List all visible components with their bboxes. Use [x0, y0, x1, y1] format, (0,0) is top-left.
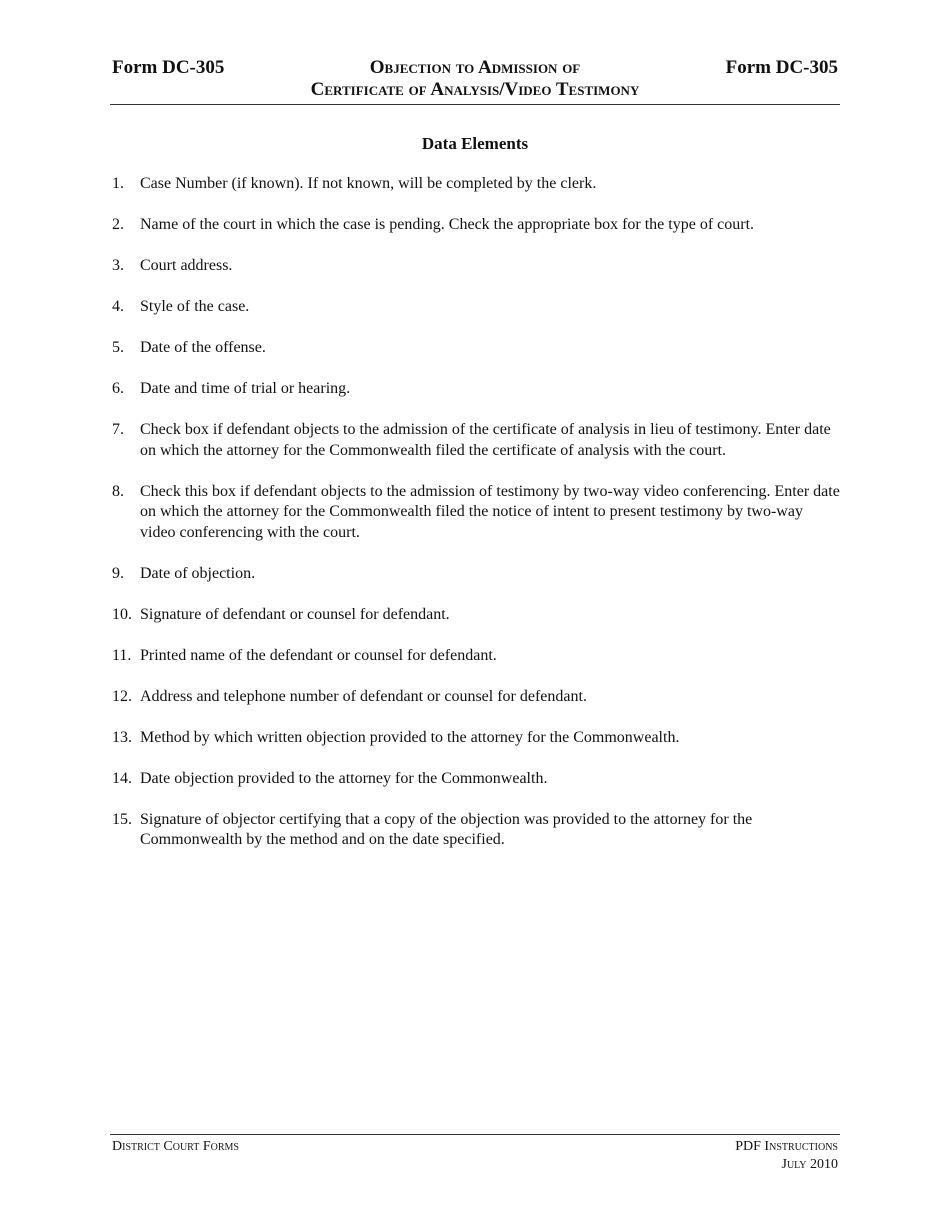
item-number: 5. — [112, 339, 124, 356]
form-number-right: Form DC-305 — [725, 57, 838, 78]
item-text: Date and time of trial or hearing. — [140, 380, 351, 397]
list-item — [110, 564, 840, 585]
item-text: Date objection provided to the attorney for the Commonwealth. — [140, 769, 548, 787]
list-item — [110, 687, 840, 708]
item-number: 10. — [112, 605, 132, 623]
item-number: 3. — [112, 257, 124, 274]
list-item — [110, 646, 840, 667]
form-title-line-1: Objection to Admission of — [369, 57, 581, 78]
item-text: Address and telephone number of defendant or counsel for defendant. — [140, 687, 587, 705]
footer-right-line-1: PDF Instructions — [735, 1139, 838, 1154]
item-number: 9. — [112, 564, 124, 582]
item-text: Court address. — [140, 257, 233, 274]
list-item — [110, 728, 840, 749]
item-number: 13. — [112, 728, 132, 746]
item-number: 14. — [112, 769, 132, 787]
list-item — [110, 297, 840, 318]
item-text: Method by which written objection provided to the attorney for the Commonwealth. — [140, 728, 680, 746]
item-text: Date of objection. — [140, 564, 256, 582]
item-text: Date of the offense. — [140, 339, 266, 356]
list-item — [110, 769, 840, 790]
form-number-left: Form DC-305 — [112, 57, 225, 78]
list-item — [110, 810, 840, 851]
item-number: 15. — [112, 810, 132, 828]
item-text: Style of the case. — [140, 298, 250, 315]
footer-left-text: District Court Forms — [112, 1139, 239, 1154]
list-item — [110, 174, 840, 195]
list-item — [110, 605, 840, 626]
item-number: 8. — [112, 482, 124, 500]
list-item — [110, 338, 840, 359]
section-title: Data Elements — [421, 134, 529, 153]
item-text: Signature of objector certifying that a copy of the objection was provided to the attorney for the Commonwealth by the method and on the date specified. — [140, 810, 753, 848]
item-number: 4. — [112, 298, 124, 315]
item-text: Case Number (if known). If not known, will be completed by the clerk. — [140, 175, 597, 192]
footer-right-line-2: July 2010 — [781, 1157, 838, 1172]
item-text: Printed name of the defendant or counsel for defendant. — [140, 646, 497, 664]
form-title-line-2: Certificate of Analysis/Video Testimony — [310, 79, 640, 100]
page-header — [110, 56, 840, 105]
page-footer — [110, 1134, 840, 1172]
item-text: Check this box if defendant objects to the admission of testimony by two-way video conferencing. Enter date on which the attorney for the Commonwealth filed the notice of intent to present testimony by two-way video conferencing with the court. — [140, 482, 840, 541]
list-item — [110, 256, 840, 277]
item-text: Name of the court in which the case is pending. Check the appropriate box for the type of court. — [140, 216, 755, 233]
item-number: 7. — [112, 421, 124, 438]
data-elements-list — [110, 174, 840, 871]
list-item — [110, 482, 840, 544]
list-item — [110, 379, 840, 400]
item-number: 12. — [112, 687, 132, 705]
item-number: 11. — [112, 646, 132, 664]
item-number: 2. — [112, 216, 124, 233]
item-text: Signature of defendant or counsel for defendant. — [140, 605, 450, 623]
item-number: 1. — [112, 175, 124, 192]
item-text: Check box if defendant objects to the admission of the certificate of analysis in lieu of testimony. Enter date on which the attorney for the Commonwealth filed the certificate of analysis with the court. — [140, 421, 831, 459]
list-item — [110, 215, 840, 236]
item-number: 6. — [112, 380, 124, 397]
list-item — [110, 420, 840, 461]
footer-right-block — [735, 1138, 838, 1174]
